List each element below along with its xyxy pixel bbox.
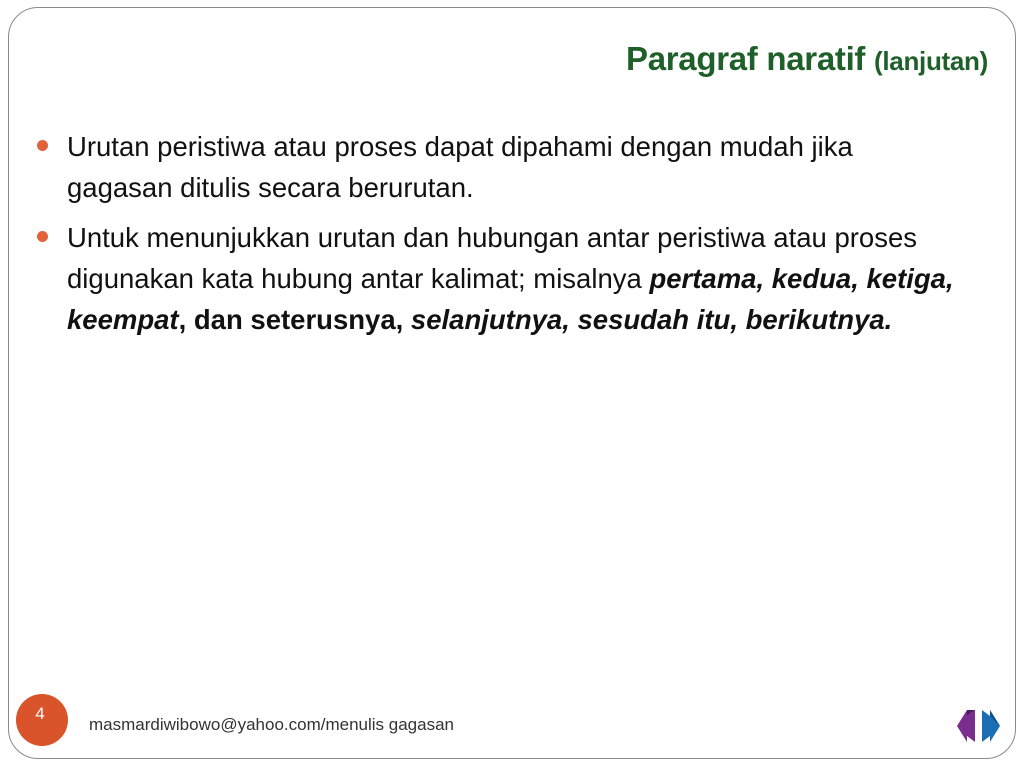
next-slide-button[interactable] — [980, 708, 1002, 744]
slide-title — [626, 40, 988, 78]
footer-text: masmardiwibowo@yahoo.com/menulis gagasan — [89, 715, 454, 734]
slide-title-sub: (lanjutan) — [874, 46, 988, 76]
bullet-text-plain: Untuk menunjukkan urutan dan hubungan antar peristiwa atau proses digunakan kata hubung antar kalimat; misalnya — [67, 222, 918, 294]
arrow-left-icon — [955, 708, 977, 744]
bullet-text: Urutan peristiwa atau proses dapat dipahami dengan mudah jika gagasan ditulis secara berurutan. — [67, 131, 853, 203]
bullet-text-bold: , dan seterusnya, — [178, 304, 411, 335]
slide-title-main: Paragraf naratif — [626, 40, 866, 77]
prev-slide-button[interactable] — [955, 708, 977, 744]
page-number-badge — [16, 694, 68, 746]
bullet-item — [34, 217, 964, 340]
bullet-dot-icon — [37, 140, 48, 151]
page-number: 4 — [35, 704, 45, 723]
arrow-right-icon — [980, 708, 1002, 744]
bullet-dot-icon — [37, 231, 48, 242]
bullet-item — [34, 126, 964, 208]
bullet-list — [34, 126, 964, 349]
bullet-text-emphasis: pertama, kedua, ketiga, keempat — [67, 263, 954, 335]
slide-frame — [8, 7, 1016, 759]
bullet-text-emphasis: selanjutnya, sesudah itu, berikutnya. — [410, 304, 893, 335]
